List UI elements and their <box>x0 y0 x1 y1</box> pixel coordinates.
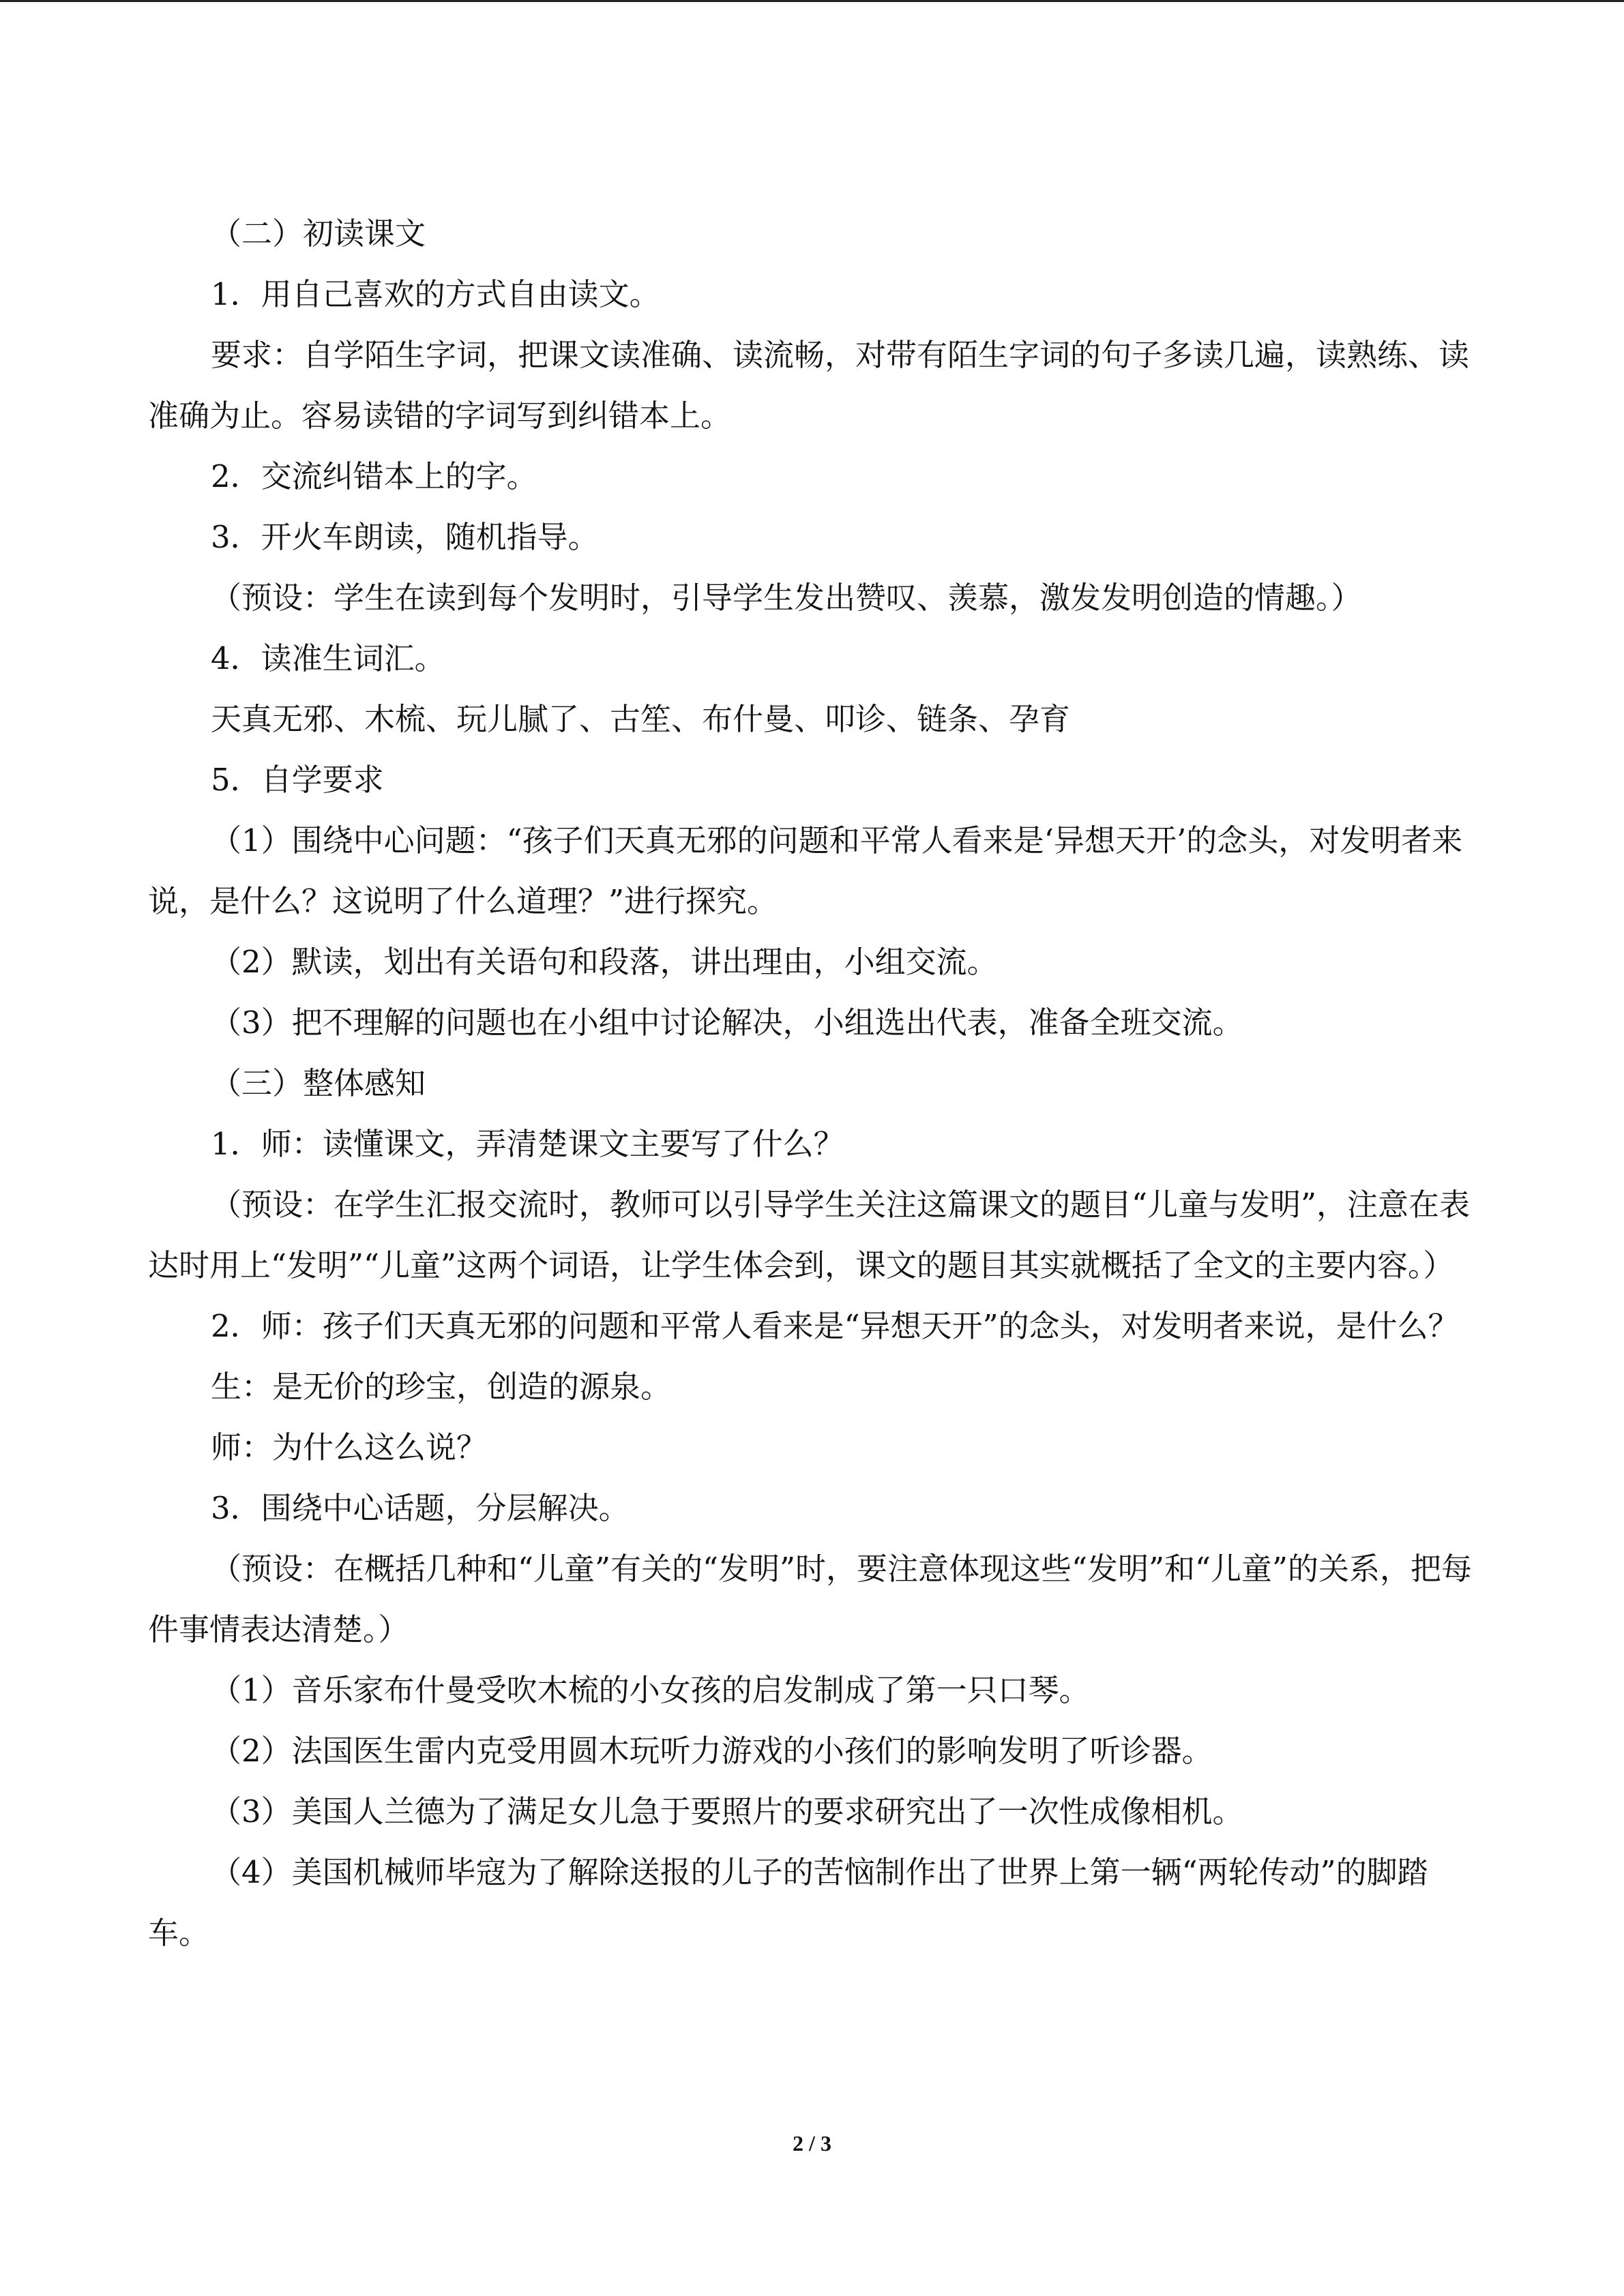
paragraph: （2）默读，划出有关语句和段落，讲出理由，小组交流。 <box>211 944 998 980</box>
paragraph: 5．自学要求 <box>211 762 384 798</box>
vocabulary-list: 天真无邪、木梳、玩儿腻了、古笙、布什曼、叩诊、链条、孕育 <box>211 701 1071 737</box>
paragraph: （预设：学生在读到每个发明时，引导学生发出赞叹、羡慕，激发发明创造的情趣。） <box>211 580 1362 616</box>
paragraph: 要求：自学陌生字词，把课文读准确、读流畅，对带有陌生字词的句子多读几遍，读熟练、读准确为止。容易读错的字词写到纠错本上。 <box>148 337 1470 434</box>
paragraph: （3）美国人兰德为了满足女儿急于要照片的要求研究出了一次性成像相机。 <box>211 1793 1243 1830</box>
document-body <box>148 203 1478 1963</box>
section-heading-first-reading: （二）初读课文 <box>211 215 426 252</box>
paragraph: （2）法国医生雷内克受用圆木玩听力游戏的小孩们的影响发明了听诊器。 <box>211 1733 1213 1769</box>
top-border-line <box>0 0 1624 2</box>
page-number: 2 / 3 <box>793 2131 831 2156</box>
paragraph: 生：是无价的珍宝，创造的源泉。 <box>211 1369 672 1405</box>
paragraph: （1）音乐家布什曼受吹木梳的小女孩的启发制成了第一只口琴。 <box>211 1672 1090 1708</box>
paragraph: 3．开火车朗读，随机指导。 <box>211 519 599 555</box>
paragraph: （1）围绕中心问题：“孩子们天真无邪的问题和平常人看来是‘异想天开’的念头，对发明者来说，是什么？这说明了什么道理？”进行探究。 <box>148 822 1463 919</box>
paragraph: 1．用自己喜欢的方式自由读文。 <box>211 276 660 312</box>
paragraph: 2．交流纠错本上的字。 <box>211 458 537 494</box>
paragraph: 3．围绕中心话题，分层解决。 <box>211 1490 630 1526</box>
paragraph: 2．师：孩子们天真无邪的问题和平常人看来是“异想天开”的念头，对发明者来说，是什么？ <box>211 1308 1459 1344</box>
paragraph: 1．师：读懂课文，弄清楚课文主要写了什么？ <box>211 1126 844 1162</box>
paragraph: 4．读准生词汇。 <box>211 640 445 676</box>
section-heading-overall-perception: （三）整体感知 <box>211 1065 426 1101</box>
paragraph: （预设：在概括几种和“儿童”有关的“发明”时，要注意体现这些“发明”和“儿童”的关系，把每件事情表达清楚。） <box>148 1551 1473 1648</box>
paragraph: （3）把不理解的问题也在小组中讨论解决，小组选出代表，准备全班交流。 <box>211 1004 1243 1041</box>
paragraph: （预设：在学生汇报交流时，教师可以引导学生关注这篇课文的题目“儿童与发明”，注意在表达时用上“发明”“儿童”这两个词语，让学生体会到，课文的题目其实就概括了全文的主要内容。） <box>148 1187 1471 1283</box>
paragraph: 师：为什么这么说？ <box>211 1429 488 1465</box>
paragraph: （4）美国机械师毕寇为了解除送报的儿子的苦恼制作出了世界上第一辆“两轮传动”的脚踏车。 <box>148 1854 1428 1951</box>
